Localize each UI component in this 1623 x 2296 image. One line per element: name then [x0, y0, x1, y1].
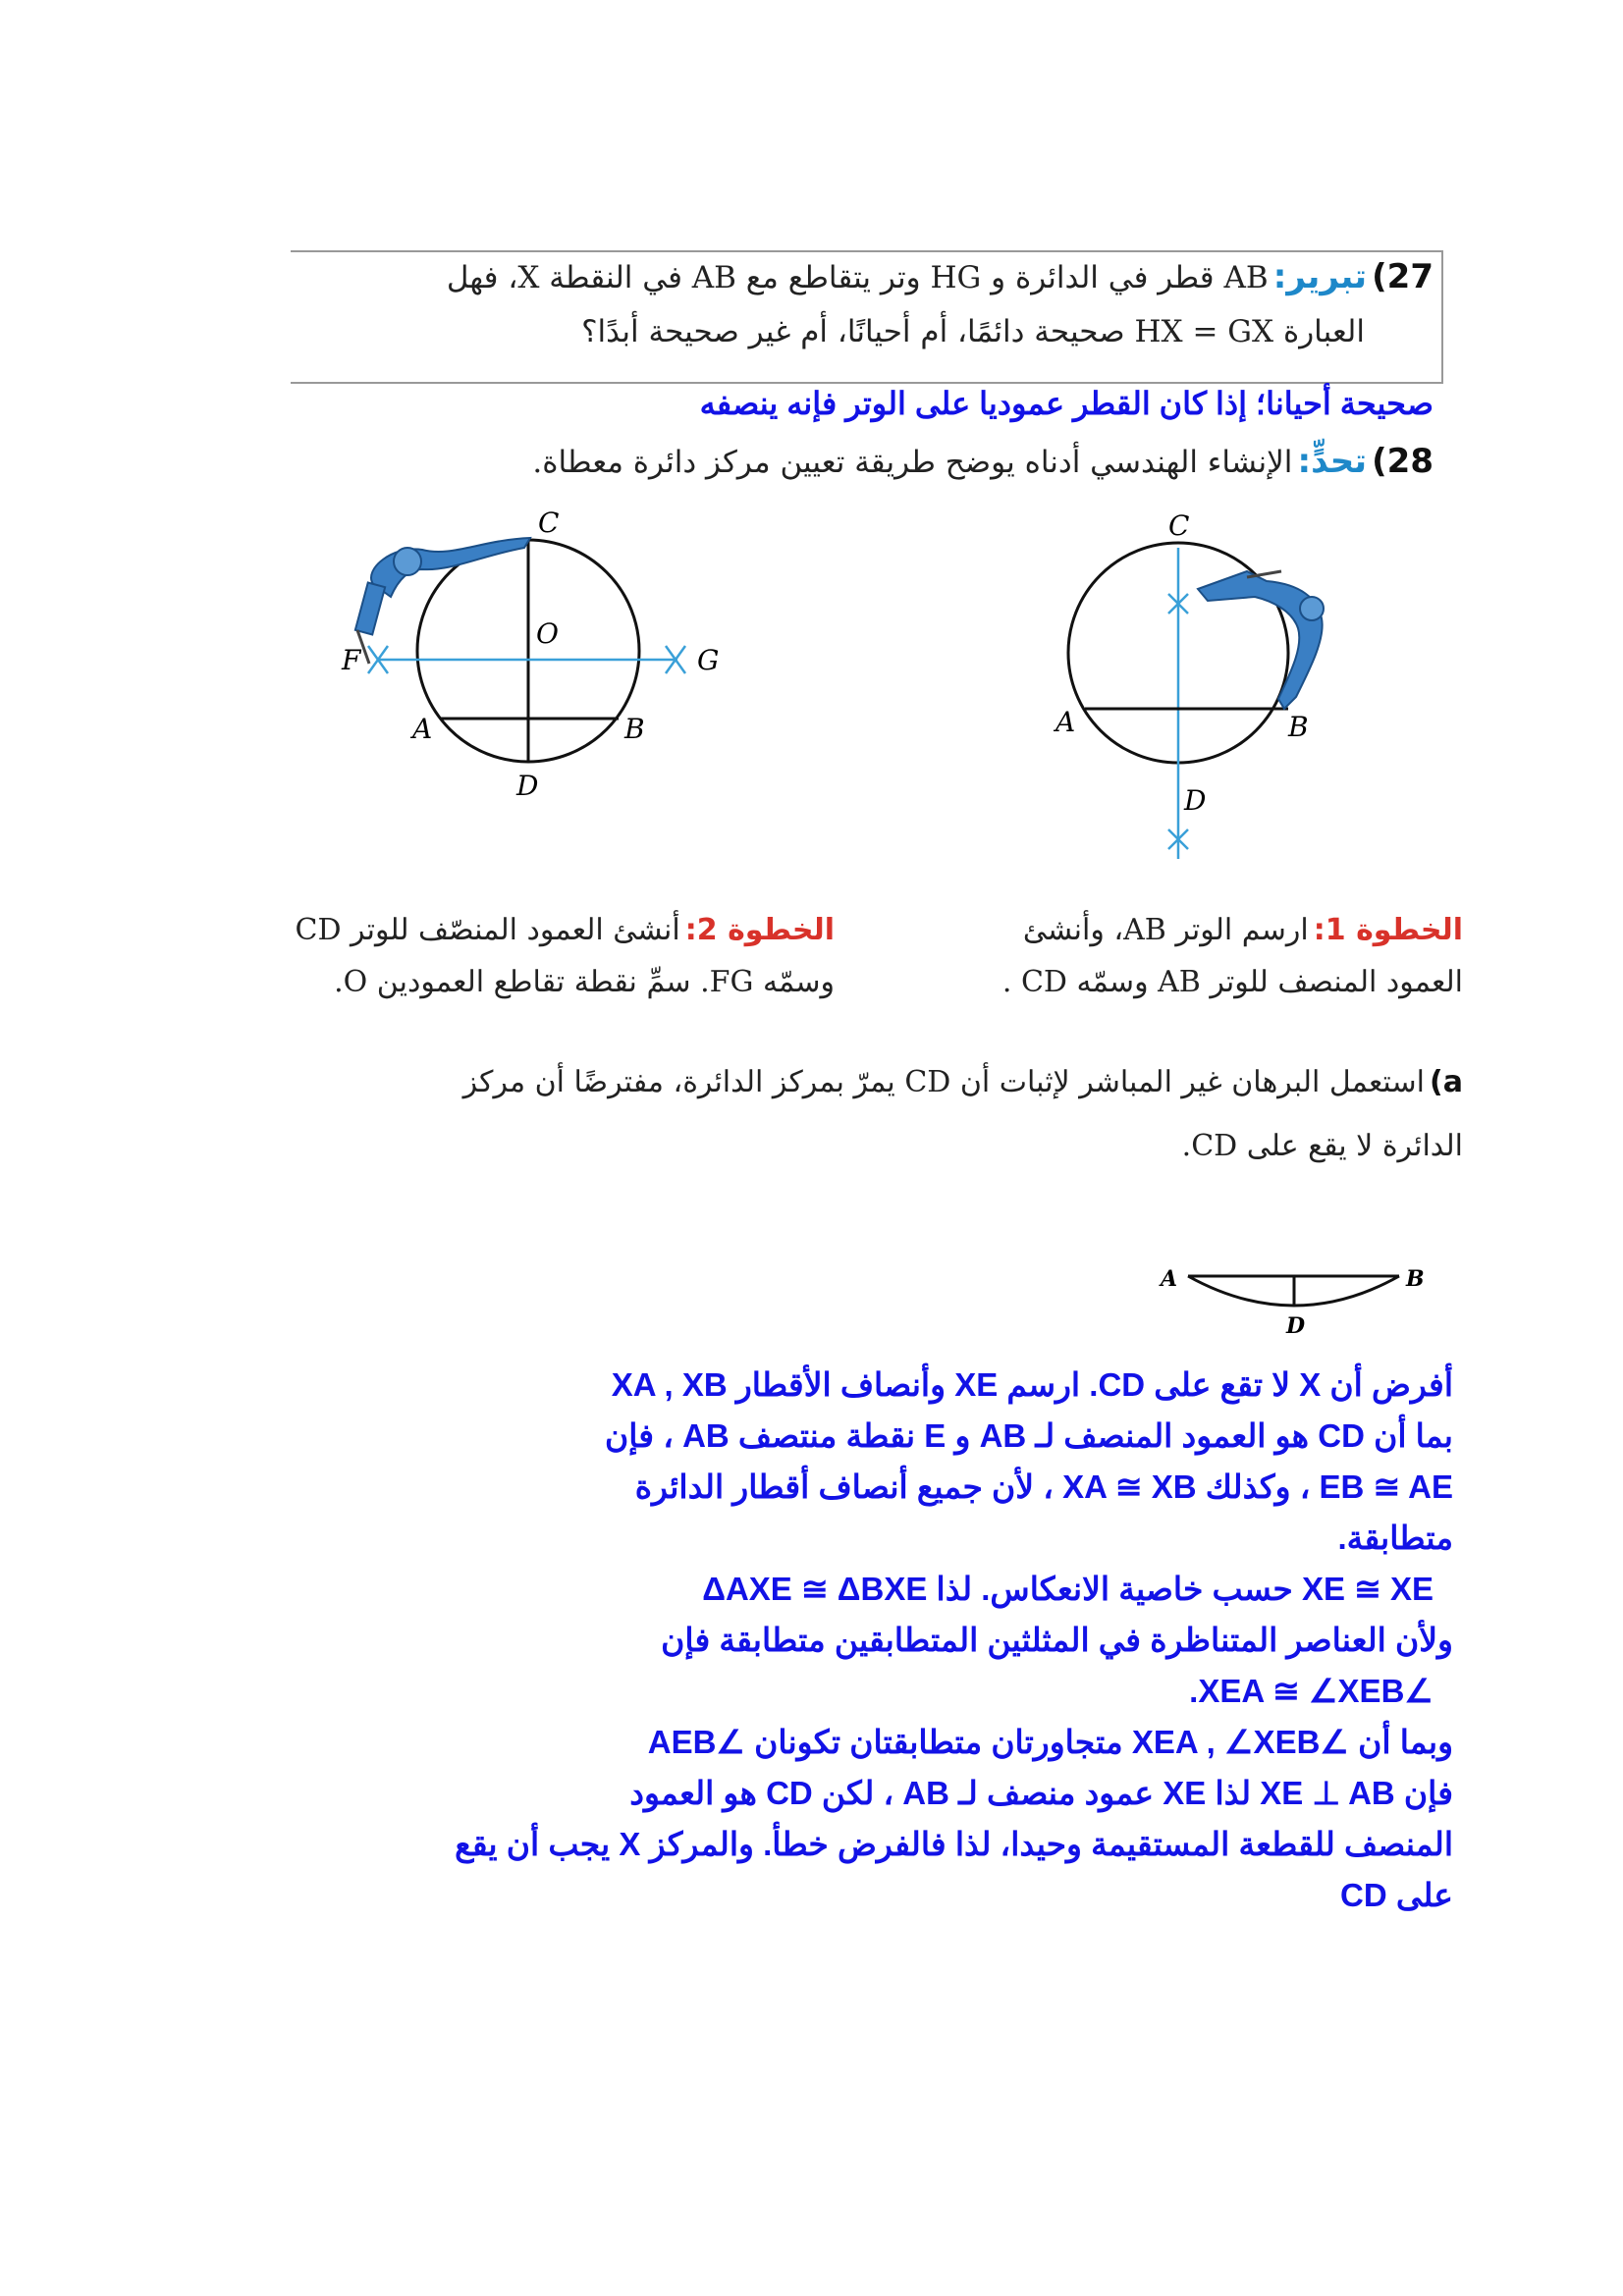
- label-a: A: [1055, 706, 1076, 738]
- label-b: B: [1406, 1266, 1425, 1292]
- proof-line-4: متطابقة.: [1337, 1520, 1453, 1556]
- question-28-keyword: تحدٍّ:: [1297, 442, 1368, 481]
- label-o: O: [536, 617, 559, 650]
- proof-line-10: المنصف للقطعة المستقيمة وحيدا، لذا فالفرض خطأ. والمركز X يجب أن يقع: [455, 1826, 1453, 1862]
- part-a-line1: استعمل البرهان غير المباشر لإثبات أن CD يمرّ بمركز الدائرة، مفترضًا أن مركز: [462, 1065, 1425, 1099]
- question-27: [295, 257, 1434, 349]
- proof-line-7: ∠XEA ≅ ∠XEB.: [1189, 1673, 1434, 1709]
- step-1-label: الخطوة 1:: [1313, 913, 1463, 947]
- part-a-line2: الدائرة لا يقع على CD.: [1181, 1129, 1463, 1163]
- label-f: F: [342, 644, 361, 676]
- step-2-line2: وسمّه FG. سمِّ نقطة تقاطع العمودين O.: [334, 965, 835, 999]
- figure-small-chord: [1149, 1256, 1434, 1345]
- question-27-keyword: تبرير:: [1272, 257, 1368, 296]
- proof-line-11: على CD: [1340, 1877, 1453, 1913]
- label-a: A: [1161, 1266, 1178, 1292]
- question-28: [334, 442, 1434, 481]
- label-g: G: [697, 644, 720, 676]
- label-c: C: [538, 507, 560, 539]
- compass-icon: [355, 538, 530, 664]
- question-27-number: 27): [1372, 257, 1434, 296]
- step-2-label: الخطوة 2:: [684, 913, 835, 947]
- step-2: [167, 913, 835, 999]
- step-1-line1: ارسم الوتر AB، وأنشئ: [1022, 913, 1309, 947]
- step-1: [874, 913, 1463, 999]
- proof-line-3: EB ≅ AE ، وكذلك XA ≅ XB ، لأن جميع أنصاف أقطار الدائرة: [634, 1468, 1453, 1505]
- proof-line-5: XE ≅ XE حسب خاصية الانعكاس. لذا ΔAXE ≅ ΔBXE: [702, 1571, 1434, 1607]
- proof-line-2: بما أن CD هو العمود المنصف لـ AB و E نقطة منتصف AB ، فإن: [605, 1417, 1453, 1454]
- answer-27: صحيحة أحيانا؛ إذا كان القطر عموديا على الوتر فإنه ينصفه: [699, 386, 1434, 421]
- label-b: B: [624, 713, 645, 745]
- compass-icon: [1198, 571, 1324, 709]
- proof-line-6: ولأن العناصر المتناظرة في المثلثين المتطابقين متطابقة فإن: [661, 1622, 1453, 1658]
- figure-step-2: [314, 491, 776, 825]
- label-c: C: [1168, 509, 1190, 542]
- label-d: D: [1184, 784, 1207, 817]
- label-b: B: [1288, 711, 1309, 743]
- question-28-text: الإنشاء الهندسي أدناه يوضح طريقة تعيين مركز دائرة معطاة.: [532, 445, 1293, 480]
- question-27-line1: AB قطر في الدائرة و HG وتر يتقاطع مع AB في النقطة X، فهل: [446, 260, 1269, 295]
- label-d: D: [1286, 1313, 1306, 1339]
- proof-line-1: أفرض أن X لا تقع على CD. ارسم XE وأنصاف الأقطار XA , XB: [611, 1366, 1453, 1403]
- label-a: A: [412, 713, 433, 745]
- proof-line-8: وبما أن ∠XEA , ∠XEB متجاورتان متطابقتان تكونان ∠AEB: [647, 1724, 1453, 1760]
- proof-line-9: فإن XE ⊥ AB لذا XE عمود منصف لـ AB ، لكن CD هو العمود: [629, 1775, 1453, 1811]
- step-2-line1: أنشئ العمود المنصّف للوتر CD: [295, 913, 680, 947]
- proof: [196, 1360, 1453, 1921]
- figure-step-1: [1031, 491, 1424, 874]
- step-1-line2: العمود المنصف للوتر AB وسمّه CD .: [1001, 965, 1463, 999]
- question-28-number: 28): [1372, 442, 1434, 481]
- part-a: [226, 1065, 1463, 1163]
- label-d: D: [516, 770, 539, 802]
- question-27-line2: العبارة HX = GX صحيحة دائمًا، أم أحيانًا، أم غير صحيحة أبدًا؟: [581, 314, 1365, 349]
- part-a-label: a): [1430, 1065, 1463, 1099]
